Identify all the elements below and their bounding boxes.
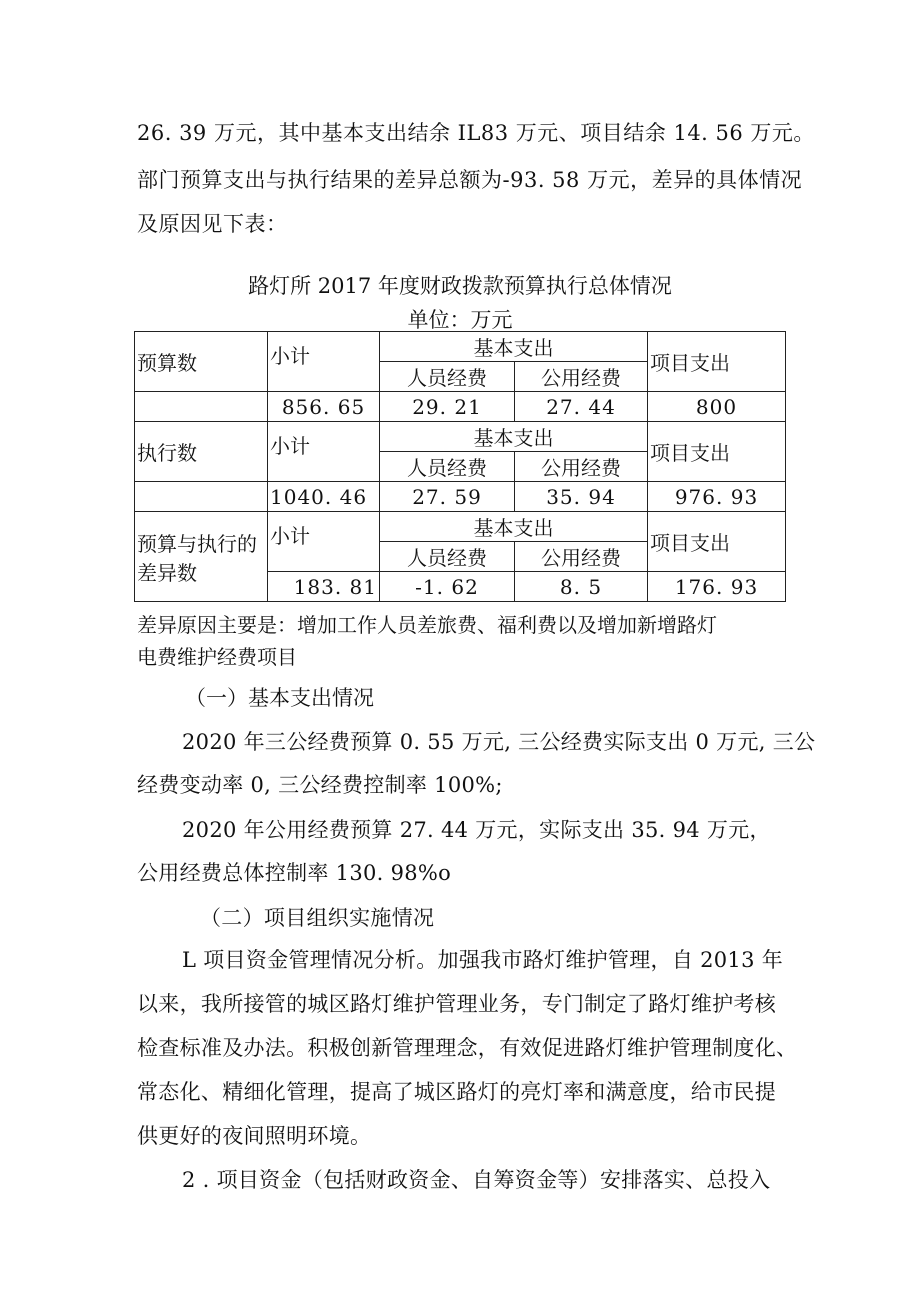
basic-header: 基本支出 [380, 512, 648, 542]
project-header: 项目支出 [648, 422, 786, 482]
project-header: 项目支出 [648, 332, 786, 392]
budget-public: 27. 44 [515, 392, 648, 422]
row-label-difference-line1: 预算与执行的 [137, 531, 257, 556]
table-row [135, 482, 786, 512]
row-label-budget: 预算数 [135, 332, 268, 392]
executed-public: 35. 94 [515, 482, 648, 512]
table-title: 路灯所 2017 年度财政拨款预算执行总体情况 [248, 274, 672, 298]
difference-project: 176. 93 [648, 572, 786, 602]
section2-p2-line1: 2 . 项目资金（包括财政资金、自筹资金等）安排落实、总投入 [182, 1168, 771, 1192]
public-header: 公用经费 [515, 542, 648, 572]
table-row [135, 422, 786, 452]
personnel-header: 人员经费 [380, 542, 515, 572]
subtotal-label: 小计 [268, 332, 380, 392]
row-label-difference [135, 512, 268, 602]
section1-p2-line2: 公用经费总体控制率 130. 98%o [137, 861, 452, 885]
section1-heading: （一）基本支出情况 [185, 686, 374, 710]
table-row [135, 392, 786, 422]
row-label-spacer [135, 482, 268, 512]
section2-heading: （二）项目组织实施情况 [200, 906, 435, 930]
section2-p1-line5: 供更好的夜间照明环境。 [137, 1124, 372, 1148]
section2-p1-line2: 以来，我所接管的城区路灯维护管理业务，专门制定了路灯维护考核 [137, 992, 776, 1016]
public-header: 公用经费 [515, 452, 648, 482]
budget-project: 800 [648, 392, 786, 422]
difference-personnel: -1. 62 [380, 572, 515, 602]
budget-subtotal: 856. 65 [268, 392, 380, 422]
section2-p1-line3: 检查标准及办法。积极创新管理理念，有效促进路灯维护管理制度化、 [137, 1036, 798, 1060]
intro-line-3: 及原因见下表： [137, 212, 288, 236]
executed-subtotal: 1040. 46 [268, 482, 380, 512]
difference-subtotal: 183. 81 [268, 572, 380, 602]
executed-project: 976. 93 [648, 482, 786, 512]
row-label-executed: 执行数 [135, 422, 268, 482]
section1-p1-line1: 2020 年三公经费预算 0. 55 万元, 三公经费实际支出 0 万元, 三公 [182, 730, 816, 754]
executed-personnel: 27. 59 [380, 482, 515, 512]
table-unit: 单位：万元 [407, 308, 513, 332]
basic-header: 基本支出 [380, 422, 648, 452]
section1-p1-line2: 经费变动率 0, 三公经费控制率 100%; [137, 773, 503, 797]
row-label-difference-line2: 差异数 [137, 560, 197, 585]
personnel-header: 人员经费 [380, 362, 515, 392]
section1-p2-line1: 2020 年公用经费预算 27. 44 万元，实际支出 35. 94 万元， [182, 818, 771, 842]
section2-p1-line4: 常态化、精细化管理，提高了城区路灯的亮灯率和满意度，给市民提 [137, 1080, 776, 1104]
subtotal-label: 小计 [268, 422, 380, 482]
intro-line-2: 部门预算支出与执行结果的差异总额为-93. 58 万元，差异的具体情况 [137, 168, 803, 192]
personnel-header: 人员经费 [380, 452, 515, 482]
intro-line-1: 26. 39 万元，其中基本支出结余 IL83 万元、项目结余 14. 56 万元。 [137, 121, 815, 145]
section2-p1-line1: L 项目资金管理情况分析。加强我市路灯维护管理，自 2013 年 [182, 948, 784, 972]
project-header: 项目支出 [648, 512, 786, 572]
public-header: 公用经费 [515, 362, 648, 392]
row-label-spacer [135, 392, 268, 422]
table-row [135, 332, 786, 362]
difference-reason-line-1: 差异原因主要是：增加工作人员差旅费、福利费以及增加新增路灯 [137, 613, 717, 637]
difference-public: 8. 5 [515, 572, 648, 602]
difference-reason-line-2: 电费维护经费项目 [137, 645, 297, 669]
budget-personnel: 29. 21 [380, 392, 515, 422]
subtotal-label: 小计 [268, 512, 380, 572]
budget-table [134, 331, 786, 602]
table-row [135, 512, 786, 542]
basic-header: 基本支出 [380, 332, 648, 362]
